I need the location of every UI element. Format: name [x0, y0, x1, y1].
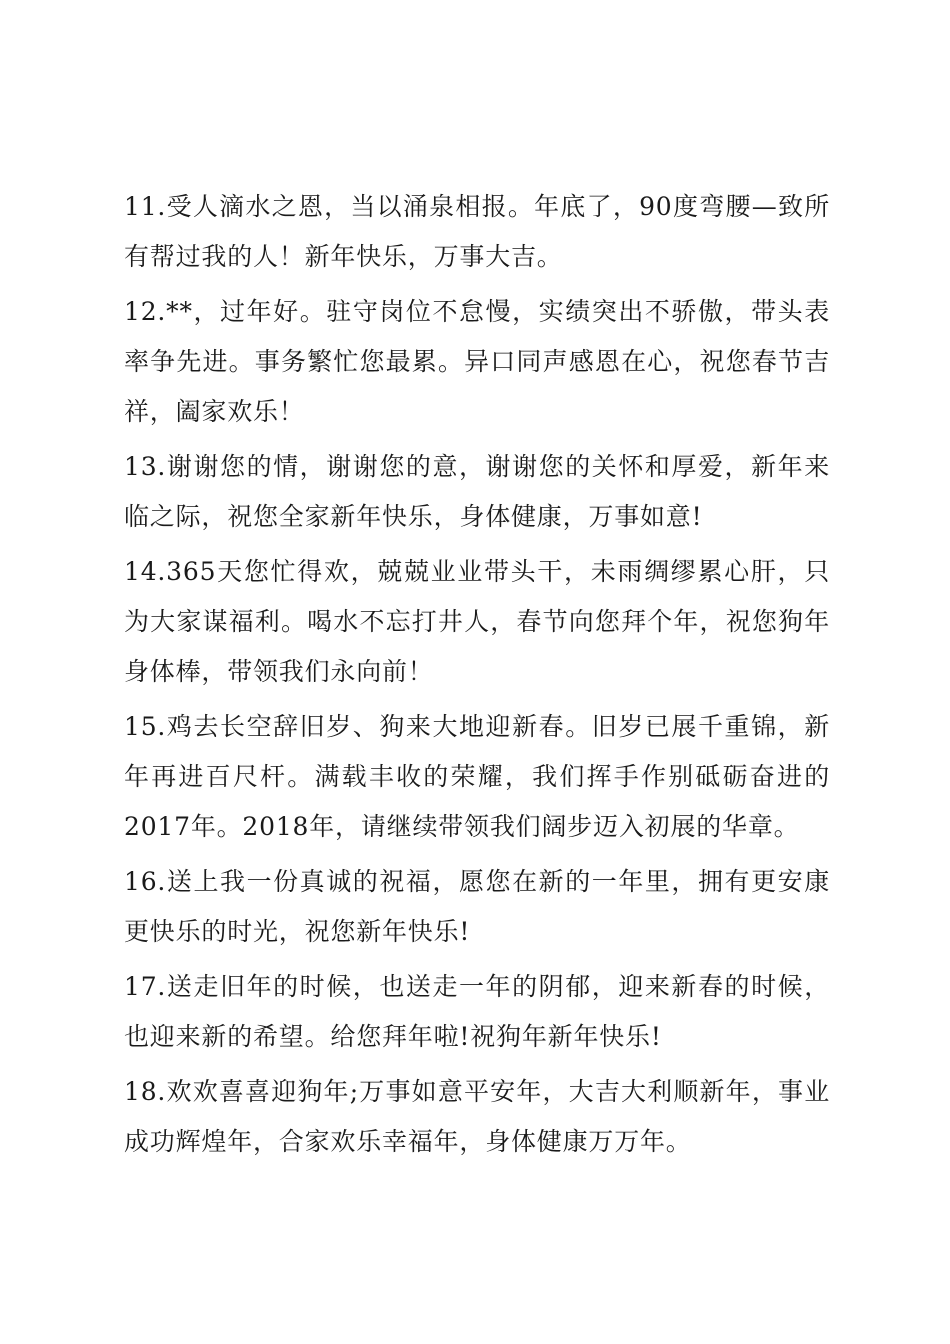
- document-body: [124, 182, 830, 1172]
- paragraph-16: 16.送上我一份真诚的祝福，愿您在新的一年里，拥有更安康更快乐的时光，祝您新年快乐!: [124, 867, 830, 946]
- paragraph-17: 17.送走旧年的时候，也送走一年的阴郁，迎来新春的时候，也迎来新的希望。给您拜年啦!祝狗年新年快乐!: [124, 972, 830, 1051]
- paragraph-14: 14.365天您忙得欢，兢兢业业带头干，未雨绸缪累心肝，只为大家谋福利。喝水不忘打井人，春节向您拜个年，祝您狗年身体棒，带领我们永向前！: [124, 557, 830, 686]
- paragraph-18: 18.欢欢喜喜迎狗年;万事如意平安年，大吉大利顺新年，事业成功辉煌年，合家欢乐幸福年，身体健康万万年。: [124, 1077, 830, 1156]
- paragraph-12: 12.**，过年好。驻守岗位不怠慢，实绩突出不骄傲，带头表率争先进。事务繁忙您最累。异口同声感恩在心，祝您春节吉祥，阖家欢乐！: [124, 297, 830, 426]
- paragraph-11: 11.受人滴水之恩，当以涌泉相报。年底了，90度弯腰—致所有帮过我的人！新年快乐，万事大吉。: [124, 192, 830, 271]
- paragraph-13: 13.谢谢您的情，谢谢您的意，谢谢您的关怀和厚爱，新年来临之际，祝您全家新年快乐，身体健康，万事如意!: [124, 452, 830, 531]
- paragraph-15: 15.鸡去长空辞旧岁、狗来大地迎新春。旧岁已展千重锦，新年再进百尺杆。满载丰收的荣耀，我们挥手作别砥砺奋进的2017年。2018年，请继续带领我们阔步迈入初展的华章。: [124, 712, 830, 841]
